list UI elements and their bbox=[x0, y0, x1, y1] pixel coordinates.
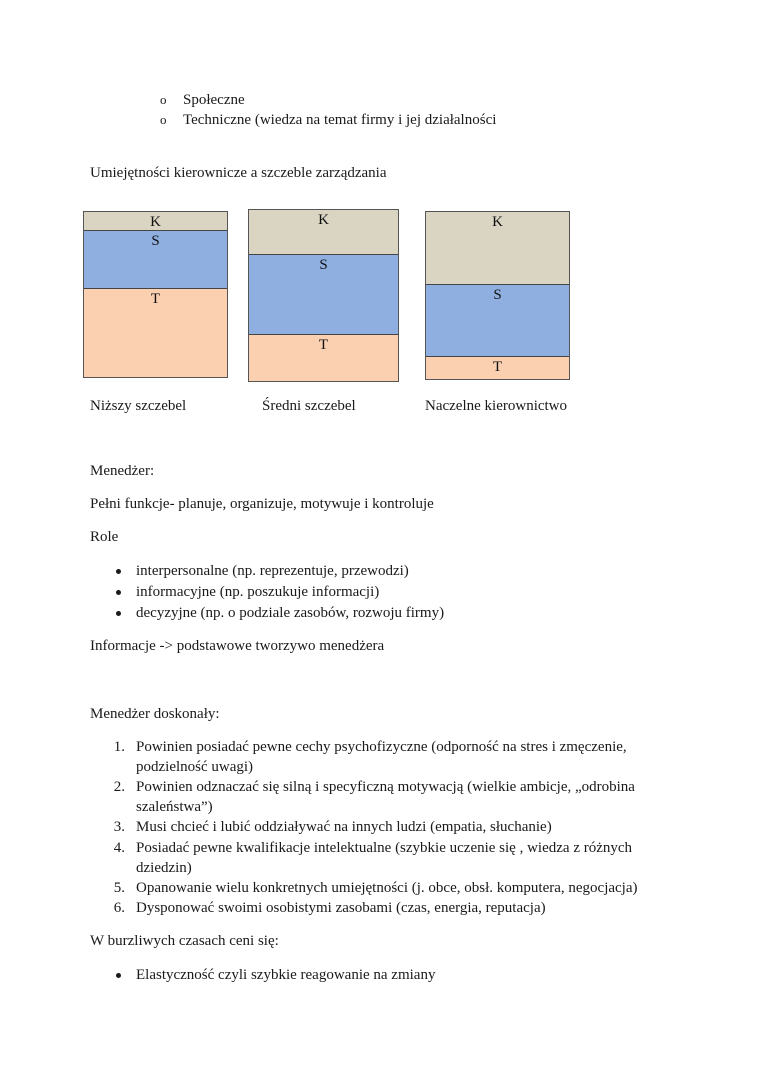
skill-segment-t bbox=[426, 356, 569, 379]
skill-segment-k bbox=[84, 212, 227, 230]
list-item: Powinien odznaczać się silną i specyficzną motywacją (wielkie ambicje, „odrobina bbox=[136, 779, 635, 795]
perfect-manager-heading: Menedżer doskonały: bbox=[90, 706, 220, 722]
list-number: 5. bbox=[113, 880, 125, 896]
list-number: 1. bbox=[113, 739, 125, 755]
bullet-icon bbox=[116, 590, 121, 595]
skill-segment-k bbox=[426, 212, 569, 284]
list-item: interpersonalne (np. reprezentuje, przewodzi) bbox=[136, 563, 409, 579]
hollow-bullet-icon: o bbox=[160, 92, 167, 107]
list-item-continuation: szaleństwa”) bbox=[136, 799, 213, 815]
manager-heading: Menedżer: bbox=[90, 463, 155, 479]
skill-segment-label: T bbox=[492, 359, 503, 375]
turbulent-heading: W burzliwych czasach ceni się: bbox=[90, 933, 279, 949]
skill-segment-label: S bbox=[319, 257, 328, 273]
list-item: Elastyczność czyli szybkie reagowanie na zmiany bbox=[136, 967, 436, 983]
skill-segment-s bbox=[84, 230, 227, 288]
bullet-icon bbox=[116, 973, 121, 978]
list-item: Opanowanie wielu konkretnych umiejętności (j. obce, obsł. komputera, negocjacja) bbox=[136, 880, 638, 896]
skill-segment-label: K bbox=[318, 212, 329, 228]
skills-column-middle bbox=[248, 209, 399, 382]
bullet-icon bbox=[116, 569, 121, 574]
list-item: Dysponować swoimi osobistymi zasobami (czas, energia, reputacja) bbox=[136, 900, 546, 916]
hollow-bullet-icon: o bbox=[160, 112, 167, 127]
list-item-continuation: podzielność uwagi) bbox=[136, 759, 254, 775]
list-number: 3. bbox=[113, 819, 125, 835]
skill-segment-t bbox=[84, 288, 227, 377]
list-item: Techniczne (wiedza na temat firmy i jej działalności bbox=[183, 112, 497, 128]
skill-segment-label: S bbox=[493, 287, 502, 303]
list-item: Powinien posiadać pewne cechy psychofizyczne (odporność na stres i zmęczenie, bbox=[136, 739, 627, 755]
skill-segment-label: T bbox=[318, 337, 329, 353]
column-label-top: Naczelne kierownictwo bbox=[425, 398, 568, 414]
list-item: Musi chcieć i lubić oddziaływać na innych ludzi (empatia, słuchanie) bbox=[136, 819, 552, 835]
skill-segment-s bbox=[426, 284, 569, 356]
skills-column-lower bbox=[83, 211, 228, 378]
bullet-icon bbox=[116, 611, 121, 616]
roles-heading: Role bbox=[90, 529, 119, 545]
skill-segment-t bbox=[249, 334, 398, 381]
skill-segment-s bbox=[249, 254, 398, 334]
information-line: Informacje -> podstawowe tworzywo menedżera bbox=[90, 638, 385, 654]
list-number: 6. bbox=[113, 900, 125, 916]
list-number: 2. bbox=[113, 779, 125, 795]
list-number: 4. bbox=[113, 840, 125, 856]
list-item: informacyjne (np. poszukuje informacji) bbox=[136, 584, 380, 600]
list-item: decyzyjne (np. o podziale zasobów, rozwoju firmy) bbox=[136, 605, 445, 621]
list-item-continuation: dziedzin) bbox=[136, 860, 192, 876]
list-item: Społeczne bbox=[183, 92, 245, 108]
column-label-lower: Niższy szczebel bbox=[90, 398, 187, 414]
manager-functions: Pełni funkcje- planuje, organizuje, motywuje i kontroluje bbox=[90, 496, 434, 512]
skills-column-top bbox=[425, 211, 570, 380]
skill-segment-label: S bbox=[151, 233, 160, 249]
diagram-title: Umiejętności kierownicze a szczeble zarządzania bbox=[90, 165, 387, 181]
column-label-middle: Średni szczebel bbox=[262, 398, 356, 414]
list-item: Posiadać pewne kwalifikacje intelektualne (szybkie uczenie się , wiedza z różnych bbox=[136, 840, 633, 856]
skill-segment-label: K bbox=[492, 214, 503, 230]
skill-segment-label: T bbox=[150, 291, 161, 307]
skill-segment-label: K bbox=[150, 214, 161, 230]
skill-segment-k bbox=[249, 210, 398, 254]
